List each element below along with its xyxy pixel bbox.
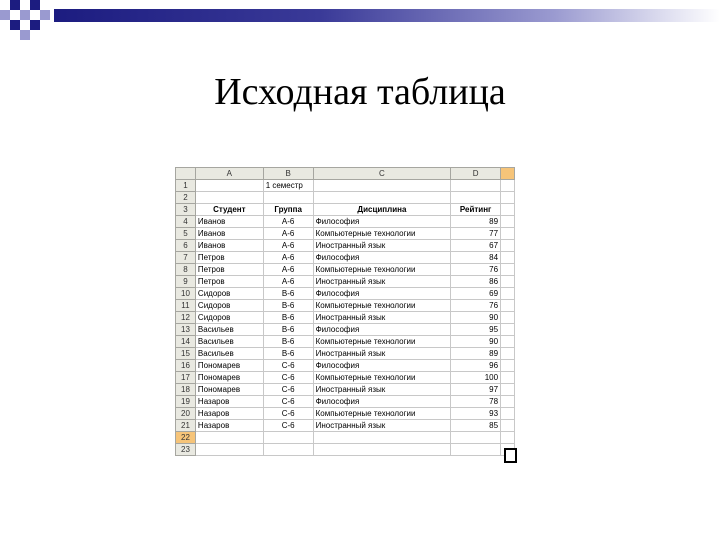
- decorative-square: [20, 30, 30, 40]
- table-cell: 84: [451, 252, 501, 264]
- table-cell: Пономарев: [195, 372, 263, 384]
- table-cell: С-6: [263, 384, 313, 396]
- table-cell: А-6: [263, 264, 313, 276]
- row-number: 7: [176, 252, 196, 264]
- decorative-square: [0, 10, 10, 20]
- table-cell: [313, 180, 451, 192]
- row-number: 8: [176, 264, 196, 276]
- decorative-square: [40, 10, 50, 20]
- decorative-square: [30, 20, 40, 30]
- table-cell: 96: [451, 360, 501, 372]
- table-cell: С-6: [263, 408, 313, 420]
- column-header: C: [313, 168, 451, 180]
- table-cell: С-6: [263, 372, 313, 384]
- table-cell: 69: [451, 288, 501, 300]
- table-row: [176, 180, 515, 192]
- table-cell: [263, 192, 313, 204]
- table-row: [176, 396, 515, 408]
- decorative-square: [10, 0, 20, 10]
- table-row: [176, 300, 515, 312]
- table-row: [176, 240, 515, 252]
- table-cell: А-6: [263, 276, 313, 288]
- table-cell: Иностранный язык: [313, 384, 451, 396]
- slide-title: Исходная таблица: [214, 71, 506, 113]
- table-cell: [451, 192, 501, 204]
- row-number: 1: [176, 180, 196, 192]
- row-number: 21: [176, 420, 196, 432]
- table-cell: [501, 216, 515, 228]
- decorative-square: [10, 20, 20, 30]
- table-cell: [263, 444, 313, 456]
- table-cell: 89: [451, 216, 501, 228]
- table-cell: С-6: [263, 420, 313, 432]
- table-cell: Компьютерные технологии: [313, 300, 451, 312]
- row-number: 11: [176, 300, 196, 312]
- table-cell: Иностранный язык: [313, 276, 451, 288]
- table-cell: В-6: [263, 336, 313, 348]
- table-cell: [501, 192, 515, 204]
- column-header-row: [176, 168, 515, 180]
- table-cell: Назаров: [195, 408, 263, 420]
- table-cell: Иностранный язык: [313, 420, 451, 432]
- table-cell: Петров: [195, 264, 263, 276]
- table-cell: 76: [451, 300, 501, 312]
- column-header: D: [451, 168, 501, 180]
- table-cell: Назаров: [195, 396, 263, 408]
- table-cell: [501, 372, 515, 384]
- table-cell: Назаров: [195, 420, 263, 432]
- table-cell: [451, 432, 501, 444]
- table-cell: 67: [451, 240, 501, 252]
- row-number: 13: [176, 324, 196, 336]
- table-row: [176, 336, 515, 348]
- table-cell: [501, 432, 515, 444]
- table-cell: Дисциплина: [313, 204, 451, 216]
- row-number: 10: [176, 288, 196, 300]
- table-cell: [501, 360, 515, 372]
- table-cell: 95: [451, 324, 501, 336]
- table-cell: [501, 288, 515, 300]
- table-row: [176, 408, 515, 420]
- table-cell: 89: [451, 348, 501, 360]
- table-row: [176, 384, 515, 396]
- table-row: [176, 348, 515, 360]
- table-cell: Иностранный язык: [313, 312, 451, 324]
- table-cell: Иванов: [195, 228, 263, 240]
- table-row: [176, 192, 515, 204]
- table-cell: [501, 396, 515, 408]
- table-cell: [451, 180, 501, 192]
- table-cell: [313, 432, 451, 444]
- table-cell: Философия: [313, 324, 451, 336]
- row-number: 2: [176, 192, 196, 204]
- row-number: 20: [176, 408, 196, 420]
- table-cell: Группа: [263, 204, 313, 216]
- table-row: [176, 264, 515, 276]
- table-cell: Философия: [313, 396, 451, 408]
- column-header: A: [195, 168, 263, 180]
- row-number: 22: [176, 432, 196, 444]
- table-row: [176, 312, 515, 324]
- table-cell: Петров: [195, 276, 263, 288]
- table-cell: Рейтинг: [451, 204, 501, 216]
- table-cell: Философия: [313, 360, 451, 372]
- table-cell: А-6: [263, 216, 313, 228]
- table-row: [176, 288, 515, 300]
- table-cell: [501, 300, 515, 312]
- table-cell: [501, 204, 515, 216]
- table-cell: 90: [451, 336, 501, 348]
- row-number: 18: [176, 384, 196, 396]
- table-cell: А-6: [263, 240, 313, 252]
- table-cell: Васильев: [195, 324, 263, 336]
- table-cell: Студент: [195, 204, 263, 216]
- corner-cell: [176, 168, 196, 180]
- table-cell: [501, 324, 515, 336]
- table-row: [176, 228, 515, 240]
- row-number: 6: [176, 240, 196, 252]
- table-cell: [501, 180, 515, 192]
- row-number: 17: [176, 372, 196, 384]
- table-row: [176, 444, 515, 456]
- table-cell: Компьютерные технологии: [313, 336, 451, 348]
- table-row: [176, 432, 515, 444]
- table-cell: [195, 444, 263, 456]
- table-cell: 77: [451, 228, 501, 240]
- decorative-square: [20, 10, 30, 20]
- table-cell: Философия: [313, 216, 451, 228]
- table-cell: Компьютерные технологии: [313, 228, 451, 240]
- table-cell: [501, 420, 515, 432]
- column-header: B: [263, 168, 313, 180]
- table-cell: 93: [451, 408, 501, 420]
- column-header-next: [501, 168, 515, 180]
- decorative-square: [30, 0, 40, 10]
- table-cell: Васильев: [195, 336, 263, 348]
- spreadsheet-image: [175, 167, 515, 470]
- row-number: 9: [176, 276, 196, 288]
- table-cell: [501, 312, 515, 324]
- table-cell: А-6: [263, 252, 313, 264]
- row-number: 16: [176, 360, 196, 372]
- table-row: [176, 204, 515, 216]
- table-cell: [501, 276, 515, 288]
- table-cell: [195, 180, 263, 192]
- table-row: [176, 252, 515, 264]
- table-cell: 76: [451, 264, 501, 276]
- row-number: 23: [176, 444, 196, 456]
- table-cell: [501, 348, 515, 360]
- table-cell: 90: [451, 312, 501, 324]
- table-row: [176, 360, 515, 372]
- table-cell: Иностранный язык: [313, 240, 451, 252]
- table-cell: 97: [451, 384, 501, 396]
- table-cell: Сидоров: [195, 312, 263, 324]
- table-cell: [501, 264, 515, 276]
- table-cell: Пономарев: [195, 360, 263, 372]
- table-row: [176, 324, 515, 336]
- table-cell: [195, 432, 263, 444]
- table-cell: В-6: [263, 300, 313, 312]
- table-cell: Сидоров: [195, 288, 263, 300]
- decorative-header-bar: [54, 9, 720, 22]
- row-number: 19: [176, 396, 196, 408]
- spreadsheet-grid: [175, 167, 515, 456]
- table-cell: А-6: [263, 228, 313, 240]
- row-number: 3: [176, 204, 196, 216]
- table-cell: С-6: [263, 360, 313, 372]
- table-cell: [501, 240, 515, 252]
- table-cell: Пономарев: [195, 384, 263, 396]
- table-cell: В-6: [263, 324, 313, 336]
- row-number: 4: [176, 216, 196, 228]
- table-row: [176, 276, 515, 288]
- table-cell: [451, 444, 501, 456]
- table-cell: В-6: [263, 348, 313, 360]
- table-cell: Васильев: [195, 348, 263, 360]
- table-cell: [501, 408, 515, 420]
- row-number: 5: [176, 228, 196, 240]
- table-cell: В-6: [263, 288, 313, 300]
- table-cell: [195, 192, 263, 204]
- table-cell: Компьютерные технологии: [313, 408, 451, 420]
- table-cell: 1 семестр: [263, 180, 313, 192]
- fill-handle: [504, 448, 517, 463]
- table-cell: Иванов: [195, 216, 263, 228]
- table-cell: [313, 444, 451, 456]
- table-cell: С-6: [263, 396, 313, 408]
- table-cell: 86: [451, 276, 501, 288]
- table-cell: Петров: [195, 252, 263, 264]
- table-cell: Сидоров: [195, 300, 263, 312]
- table-cell: Философия: [313, 252, 451, 264]
- table-cell: Иностранный язык: [313, 348, 451, 360]
- table-cell: В-6: [263, 312, 313, 324]
- row-number: 12: [176, 312, 196, 324]
- table-cell: [501, 228, 515, 240]
- table-cell: 100: [451, 372, 501, 384]
- row-number: 14: [176, 336, 196, 348]
- table-cell: Иванов: [195, 240, 263, 252]
- row-number: 15: [176, 348, 196, 360]
- table-cell: [263, 432, 313, 444]
- table-cell: Философия: [313, 288, 451, 300]
- table-row: [176, 372, 515, 384]
- table-cell: [501, 384, 515, 396]
- table-row: [176, 216, 515, 228]
- table-row: [176, 420, 515, 432]
- table-cell: [501, 252, 515, 264]
- table-cell: Компьютерные технологии: [313, 264, 451, 276]
- table-cell: Компьютерные технологии: [313, 372, 451, 384]
- table-cell: 85: [451, 420, 501, 432]
- table-cell: [501, 336, 515, 348]
- table-cell: [313, 192, 451, 204]
- table-cell: 78: [451, 396, 501, 408]
